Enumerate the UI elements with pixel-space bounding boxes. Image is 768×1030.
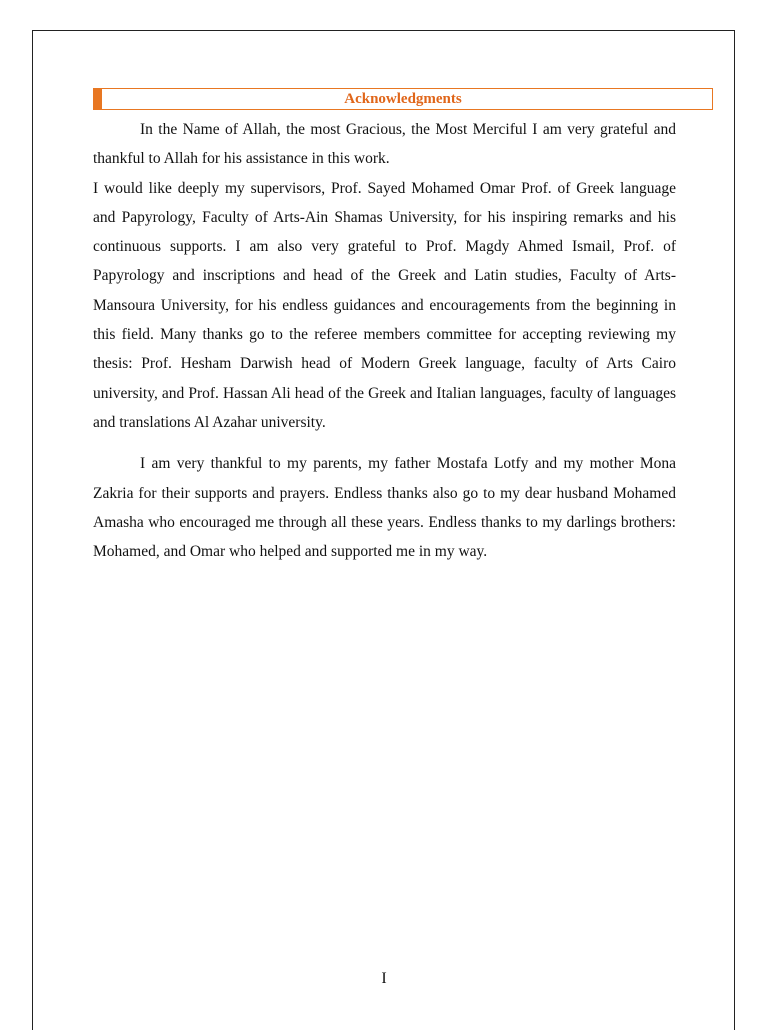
- paragraph-family: I am very thankful to my parents, my father Mostafa Lotfy and my mother Mona Zakria for their supports and prayers. Endless thanks also go to my dear husband Mohamed Amasha who encouraged me through all these years. Endless thanks to my darlings brothers: Mohamed, and Omar who helped and supported me in my way.: [93, 455, 676, 561]
- page-title: Acknowledgments: [344, 91, 462, 107]
- section-heading-box: [93, 88, 713, 110]
- paragraph-supervisors: I would like deeply my supervisors, Prof. Sayed Mohamed Omar Prof. of Greek language and Papyrology, Faculty of Arts-Ain Shamas University, for his inspiring remarks and his continuous supports. I am also very grateful to Prof. Magdy Ahmed Ismail, Prof. of Papyrology and inscriptions and head of the Greek and Latin studies, Faculty of Arts-Mansoura University, for his endless guidances and encouragements from the beginning in this field. Many thanks go to the referee members committee for accepting reviewing my thesis: Prof. Hesham Darwish head of Modern Greek language, faculty of Arts Cairo university, and Prof. Hassan Ali head of the Greek and Italian languages, faculty of languages and translations Al Azahar university.: [93, 179, 676, 431]
- body-text: [93, 115, 676, 566]
- paragraph-opening: In the Name of Allah, the most Gracious, the Most Merciful I am very grateful and thankful to Allah for his assistance in this work.: [93, 121, 676, 168]
- page-number: I: [381, 970, 387, 987]
